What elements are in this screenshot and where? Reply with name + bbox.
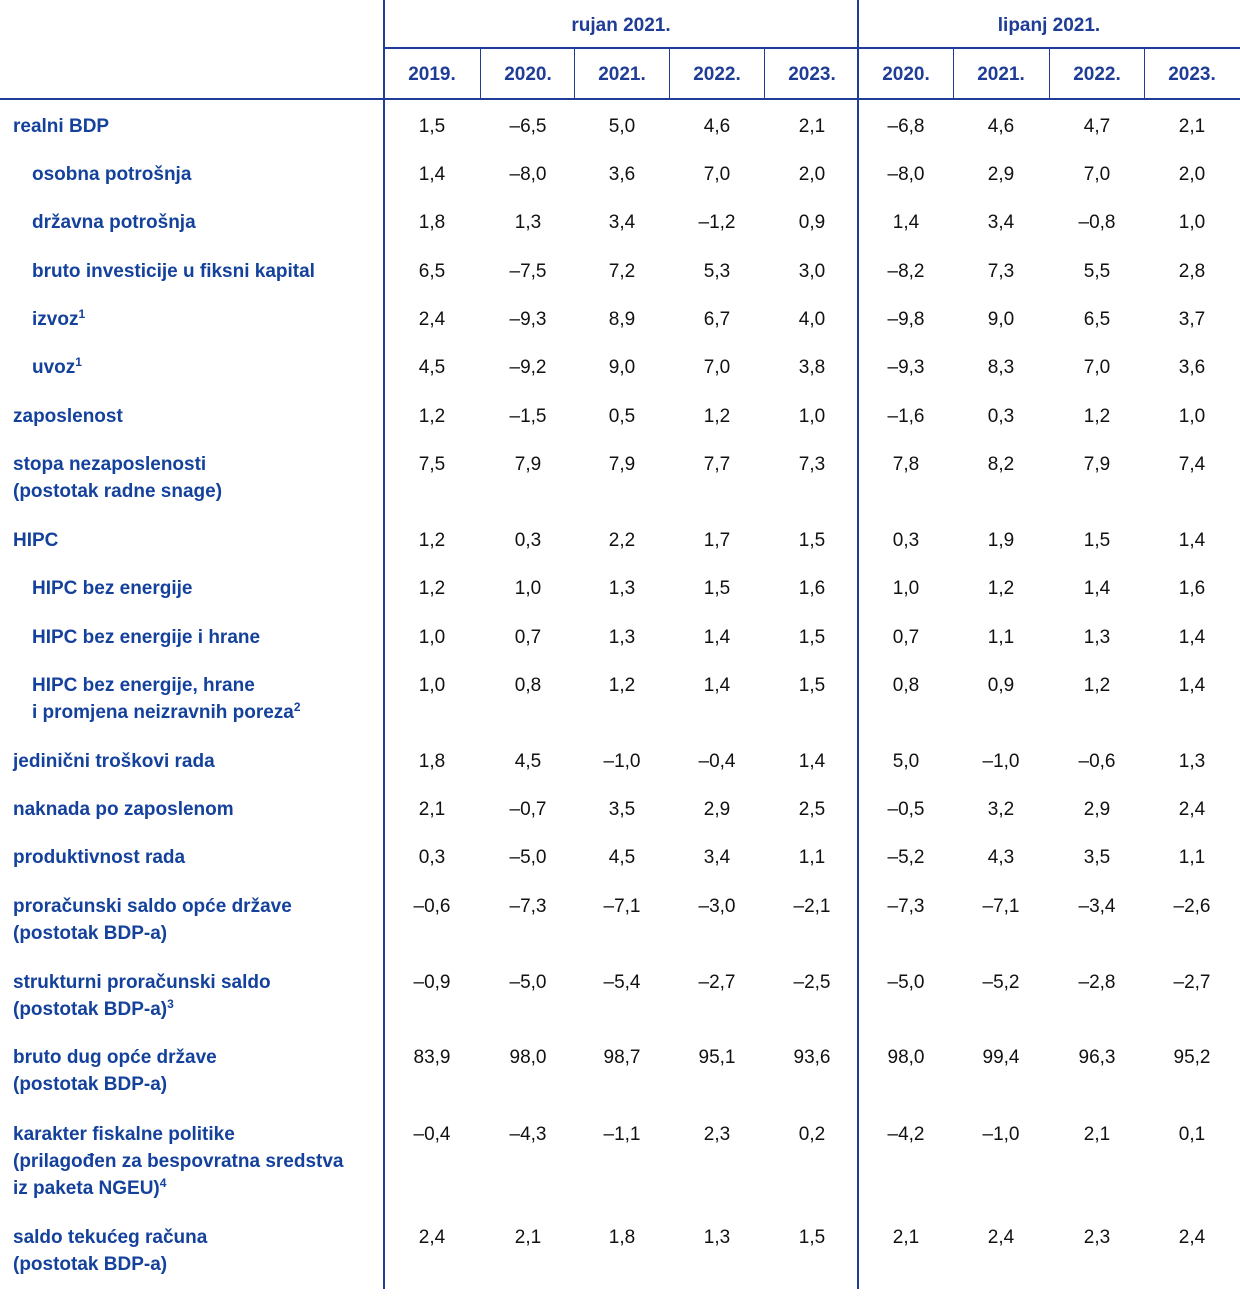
value-cell: 3,5 [1083,847,1111,868]
value-cell: –2,7 [1173,972,1211,993]
value-cell: 1,3 [1083,627,1111,648]
year-header: 2020. [504,64,552,85]
value-cell: 1,2 [1083,406,1111,427]
value-cell: –8,0 [887,164,925,185]
row-label-text: jedinični troškovi rada [13,751,215,772]
value-cell: –7,5 [509,261,547,282]
value-cell: –0,8 [1078,212,1116,233]
value-cell: 2,3 [703,1124,731,1145]
value-cell: 1,0 [514,578,542,599]
value-cell: –9,8 [887,309,925,330]
value-cell: 7,9 [1083,454,1111,475]
value-cell: –0,4 [413,1124,451,1145]
row-label-line [13,920,292,947]
value-cell: 3,6 [608,164,636,185]
value-cell: 5,5 [1083,261,1111,282]
value-cell: 7,0 [703,357,731,378]
year-header: 2021. [598,64,646,85]
row-label [32,354,82,381]
row-label-text: iz paketa NGEU) [13,1178,160,1199]
row-label-line [32,575,193,602]
year-column-separator [953,48,954,99]
value-cell: 1,4 [798,751,826,772]
value-cell: 8,2 [987,454,1015,475]
value-cell: –2,5 [793,972,831,993]
row-label-text: HIPC bez energije [32,578,193,599]
value-cell: 1,4 [1178,675,1206,696]
year-column-separator [764,48,765,99]
row-label-text: HIPC bez energije i hrane [32,627,261,648]
row-label-line [32,672,301,699]
value-cell: 9,0 [987,309,1015,330]
value-cell: 93,6 [793,1047,831,1068]
value-cell: 1,4 [1178,530,1206,551]
value-cell: –2,7 [698,972,736,993]
value-cell: –5,0 [509,972,547,993]
value-cell: 0,3 [418,847,446,868]
value-cell: 0,8 [892,675,920,696]
value-cell: 1,3 [608,578,636,599]
value-cell: 3,8 [798,357,826,378]
row-label-text: (postotak BDP-a) [13,1074,168,1095]
row-label [32,624,260,651]
value-cell: 1,8 [418,751,446,772]
value-cell: 7,0 [703,164,731,185]
value-cell: 7,7 [703,454,731,475]
row-label-line [13,1071,217,1098]
row-label [13,969,271,1023]
value-cell: 1,0 [1178,406,1206,427]
group-header-underline [384,47,1240,49]
value-cell: 2,4 [418,309,446,330]
value-cell: 4,5 [514,751,542,772]
value-cell: 1,0 [1178,212,1206,233]
row-label-text: (postotak BDP-a) [13,923,168,944]
value-cell: 95,2 [1173,1047,1211,1068]
year-column-separator [1049,48,1050,99]
row-label [32,672,301,726]
row-label [32,161,191,188]
value-cell: 1,4 [1178,627,1206,648]
row-label [13,844,185,871]
row-label-text: proračunski saldo opće države [13,896,292,917]
footnote-marker: 4 [159,1176,167,1190]
value-cell: 0,8 [514,675,542,696]
value-cell: 83,9 [413,1047,451,1068]
year-header: 2019. [408,64,456,85]
row-label-line [13,1251,207,1278]
row-label-text: HIPC bez energije, hrane [32,675,255,696]
value-cell: –9,3 [887,357,925,378]
row-label [13,1121,344,1202]
value-cell: 4,7 [1083,116,1111,137]
row-label-text: bruto dug opće države [13,1047,217,1068]
value-cell: 7,5 [418,454,446,475]
value-cell: 2,3 [1083,1227,1111,1248]
row-label-line [13,1044,217,1071]
value-cell: 7,3 [798,454,826,475]
row-label [13,527,58,554]
row-label-line [13,748,215,775]
value-cell: 1,4 [418,164,446,185]
row-label-text: stopa nezaposlenosti [13,454,207,475]
value-cell: 7,8 [892,454,920,475]
value-cell: 1,2 [1083,675,1111,696]
value-cell: 1,5 [418,116,446,137]
value-cell: –5,2 [887,847,925,868]
row-label-line [13,796,234,823]
row-label-line [32,258,315,285]
value-cell: 1,1 [798,847,826,868]
value-cell: –1,0 [982,751,1020,772]
value-cell: 8,3 [987,357,1015,378]
row-label [13,113,109,140]
value-cell: –7,1 [603,896,641,917]
value-cell: 3,4 [987,212,1015,233]
row-label-text: (postotak radne snage) [13,481,223,502]
row-label-line [13,451,222,478]
value-cell: 96,3 [1078,1047,1116,1068]
value-cell: 1,4 [1083,578,1111,599]
value-cell: 1,5 [798,530,826,551]
value-cell: 2,9 [1083,799,1111,820]
value-cell: –3,0 [698,896,736,917]
row-label-text: uvoz [32,357,76,378]
row-label-line [13,403,123,430]
value-cell: 0,7 [514,627,542,648]
row-label-text: HIPC [13,530,59,551]
row-label-line [32,699,301,726]
value-cell: 3,5 [608,799,636,820]
value-cell: 0,7 [892,627,920,648]
value-cell: 2,4 [418,1227,446,1248]
value-cell: 0,5 [608,406,636,427]
value-cell: 2,2 [608,530,636,551]
row-label [13,451,222,505]
value-cell: 1,2 [418,530,446,551]
value-cell: 6,5 [418,261,446,282]
value-cell: 2,1 [1083,1124,1111,1145]
row-label-line [32,306,85,333]
value-cell: –5,0 [509,847,547,868]
value-cell: 2,1 [1178,116,1206,137]
row-label-line [13,1121,344,1148]
value-cell: 1,4 [892,212,920,233]
row-label-text: karakter fiskalne politike [13,1124,235,1145]
value-cell: 7,9 [608,454,636,475]
value-cell: 6,5 [1083,309,1111,330]
footnote-marker: 2 [293,700,301,714]
value-cell: 1,2 [418,406,446,427]
row-label-line [32,354,82,381]
value-cell: 1,5 [1083,530,1111,551]
value-cell: 1,5 [703,578,731,599]
value-cell: 1,3 [1178,751,1206,772]
value-cell: 1,8 [418,212,446,233]
row-label [13,1044,217,1098]
year-header: 2022. [693,64,741,85]
row-label-line [13,969,271,996]
header-bottom-rule [0,98,1240,100]
value-cell: –5,0 [887,972,925,993]
year-header: 2023. [1168,64,1216,85]
value-cell: 8,9 [608,309,636,330]
row-label-text: bruto investicije u fiksni kapital [32,261,315,282]
value-cell: –1,0 [982,1124,1020,1145]
value-cell: –4,2 [887,1124,925,1145]
value-cell: 1,3 [608,627,636,648]
value-cell: 4,5 [418,357,446,378]
value-cell: –8,0 [509,164,547,185]
value-cell: 7,0 [1083,357,1111,378]
row-label [32,258,315,285]
value-cell: 4,6 [987,116,1015,137]
value-cell: 1,8 [608,1227,636,1248]
row-label [13,1224,207,1278]
value-cell: 1,1 [987,627,1015,648]
value-cell: 2,8 [1178,261,1206,282]
value-cell: –0,6 [1078,751,1116,772]
value-cell: 1,0 [798,406,826,427]
row-label [13,893,292,947]
value-cell: 2,4 [1178,1227,1206,1248]
value-cell: –6,5 [509,116,547,137]
value-cell: 1,3 [514,212,542,233]
value-cell: 0,1 [1178,1124,1206,1145]
value-cell: 1,6 [1178,578,1206,599]
value-cell: 1,0 [892,578,920,599]
row-label [32,209,196,236]
value-cell: 3,2 [987,799,1015,820]
group-header-lipanj: lipanj 2021. [997,15,1101,36]
value-cell: 4,6 [703,116,731,137]
value-cell: 1,4 [703,675,731,696]
value-cell: 98,7 [603,1047,641,1068]
value-cell: 1,0 [418,627,446,648]
value-cell: –4,3 [509,1124,547,1145]
value-cell: –9,2 [509,357,547,378]
value-cell: 1,2 [418,578,446,599]
row-label-text: (postotak BDP-a) [13,999,168,1020]
value-cell: 3,0 [798,261,826,282]
value-cell: 1,3 [703,1227,731,1248]
value-cell: 3,6 [1178,357,1206,378]
value-cell: –7,3 [887,896,925,917]
value-cell: 1,6 [798,578,826,599]
value-cell: 4,3 [987,847,1015,868]
value-cell: 1,0 [418,675,446,696]
value-cell: 7,0 [1083,164,1111,185]
row-label-text: produktivnost rada [13,847,186,868]
value-cell: 7,4 [1178,454,1206,475]
footnote-marker: 1 [78,307,86,321]
row-label-line [13,527,58,554]
value-cell: –7,1 [982,896,1020,917]
value-cell: 0,9 [987,675,1015,696]
value-cell: 99,4 [982,1047,1020,1068]
value-cell: 0,3 [987,406,1015,427]
year-column-separator [574,48,575,99]
value-cell: 3,7 [1178,309,1206,330]
row-label-line [13,1148,344,1175]
year-header: 2020. [882,64,930,85]
value-cell: –5,4 [603,972,641,993]
value-cell: 3,4 [608,212,636,233]
value-cell: 2,9 [987,164,1015,185]
value-cell: 5,3 [703,261,731,282]
value-cell: 2,4 [1178,799,1206,820]
value-cell: 1,5 [798,1227,826,1248]
value-cell: 98,0 [887,1047,925,1068]
value-cell: –7,3 [509,896,547,917]
group-header-rujan: rujan 2021. [571,15,671,36]
year-header: 2022. [1073,64,1121,85]
row-label-line [13,1175,344,1202]
row-label-text: osobna potrošnja [32,164,192,185]
value-cell: 1,1 [1178,847,1206,868]
year-column-separator [1144,48,1145,99]
value-cell: 0,3 [514,530,542,551]
row-label-text: (postotak BDP-a) [13,1254,168,1275]
value-cell: –5,2 [982,972,1020,993]
value-cell: 7,3 [987,261,1015,282]
value-cell: 2,1 [798,116,826,137]
value-cell: 0,3 [892,530,920,551]
value-cell: 2,5 [798,799,826,820]
value-cell: –0,9 [413,972,451,993]
row-label [13,403,123,430]
value-cell: 6,7 [703,309,731,330]
value-cell: 3,4 [703,847,731,868]
row-label-line [32,624,260,651]
value-cell: –0,6 [413,896,451,917]
row-label-text: saldo tekućeg računa [13,1227,208,1248]
value-cell: 0,2 [798,1124,826,1145]
value-cell: –1,0 [603,751,641,772]
value-cell: 2,1 [892,1227,920,1248]
value-cell: –1,1 [603,1124,641,1145]
value-cell: –1,6 [887,406,925,427]
row-label [32,306,85,333]
value-cell: 1,5 [798,627,826,648]
row-label-text: i promjena neizravnih poreza [32,702,294,723]
row-label-text: realni BDP [13,116,110,137]
value-cell: –3,4 [1078,896,1116,917]
value-cell: 1,5 [798,675,826,696]
row-label-line [13,893,292,920]
value-cell: –9,3 [509,309,547,330]
row-label-text: izvoz [32,309,79,330]
value-cell: 2,9 [703,799,731,820]
value-cell: 2,0 [1178,164,1206,185]
value-cell: 2,1 [418,799,446,820]
value-cell: 7,9 [514,454,542,475]
row-label [32,575,193,602]
value-cell: 1,2 [987,578,1015,599]
row-label-text: naknada po zaposlenom [13,799,234,820]
value-cell: 1,2 [608,675,636,696]
row-label-text: (prilagođen za bespovratna sredstva [13,1151,344,1172]
value-cell: –6,8 [887,116,925,137]
value-cell: 5,0 [892,751,920,772]
row-label-text: strukturni proračunski saldo [13,972,271,993]
value-cell: –0,4 [698,751,736,772]
value-cell: –0,7 [509,799,547,820]
value-cell: 1,4 [703,627,731,648]
value-cell: –0,5 [887,799,925,820]
value-cell: 5,0 [608,116,636,137]
value-cell: 1,7 [703,530,731,551]
row-label-text: zaposlenost [13,406,123,427]
value-cell: –1,5 [509,406,547,427]
row-label-line [13,996,271,1023]
row-label-line [13,1224,207,1251]
value-cell: 95,1 [698,1047,736,1068]
year-column-separator [669,48,670,99]
year-column-separator [480,48,481,99]
footnote-marker: 3 [167,997,174,1011]
value-cell: –1,2 [698,212,736,233]
row-label [13,748,215,775]
row-label-line [32,209,196,236]
value-cell: 2,4 [987,1227,1015,1248]
row-label [13,796,234,823]
value-cell: 9,0 [608,357,636,378]
value-cell: 2,0 [798,164,826,185]
row-label-line [13,478,222,505]
value-cell: 0,9 [798,212,826,233]
value-cell: 4,5 [608,847,636,868]
row-label-line [13,113,109,140]
row-label-line [32,161,191,188]
value-cell: 4,0 [798,309,826,330]
year-header: 2021. [977,64,1025,85]
value-cell: 98,0 [509,1047,547,1068]
value-cell: –2,1 [793,896,831,917]
value-cell: 1,9 [987,530,1015,551]
footnote-marker: 1 [75,355,82,369]
value-cell: –2,8 [1078,972,1116,993]
value-cell: 1,2 [703,406,731,427]
value-cell: –2,6 [1173,896,1211,917]
row-label-line [13,844,185,871]
value-cell: –8,2 [887,261,925,282]
year-header: 2023. [788,64,836,85]
value-cell: 7,2 [608,261,636,282]
row-label-text: državna potrošnja [32,212,196,233]
value-cell: 2,1 [514,1227,542,1248]
